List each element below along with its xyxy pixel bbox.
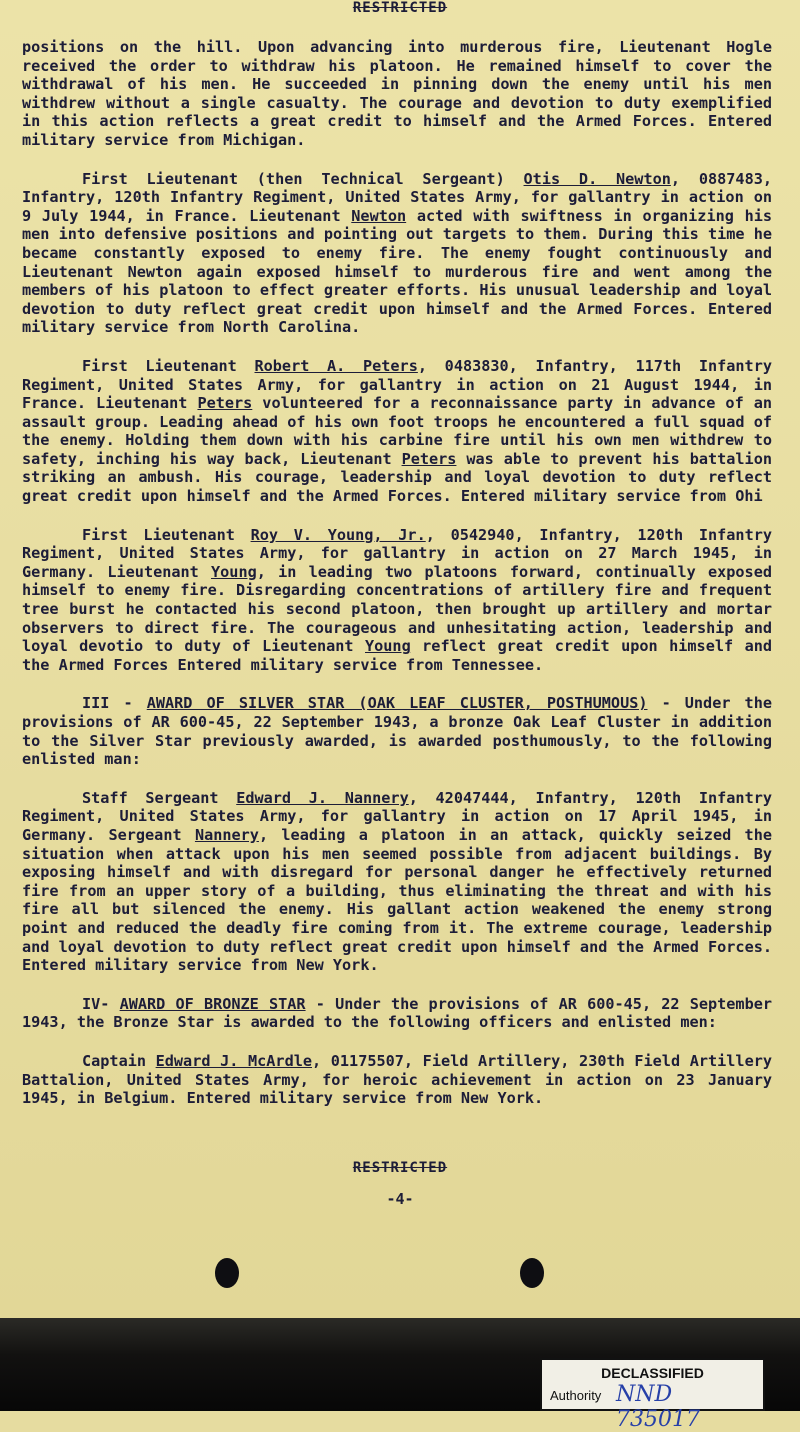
punch-hole-icon [520,1258,544,1288]
text-span: , 0483830, Infantry, 117th Infantry Regiment, United States Army, for gallantry in action on 21 August 1944, in France. Lieutenant [22,356,772,413]
paragraph-newton [22,170,772,337]
text-span: IV- [82,994,120,1013]
recipient-ref: Nannery [194,825,259,844]
authority-value: NND 735017 [616,1382,700,1432]
text-span: - Under the provisions of AR 600-45, 22 September 1943, a bronze Oak Leaf Cluster in addition to the Silver Star previously awarded, is awarded posthumously, to the following enlisted man: [22,694,772,769]
text-span: First Lieutenant (then Technical Sergeant) [82,169,524,188]
text-span: - Under the provisions of AR 600-45, 22 September 1943, the Bronze Star is awarded to the following officers and enlisted men: [22,994,773,1032]
text-span: , in leading two platoons forward, continually exposed himself to enemy fire. Disregarding concentrations of artillery fire and frequent tree burst he contacted his second platoon, then brought up artillery and mortar observers to direct fire. The courageous and unhesitating action, leadership and loyal devotio to duty of Lieutenant [22,562,772,656]
text-span: , leading a platoon in an attack, quickly seized the situation when attack upon his men seemed possible from adjacent buildings. By exposing himself and with disregard for personal danger he effectively returned fire from an upper story of a building, thus eliminating the threat and with his fire all but silenced the enemy. His gallant action weakened the enemy strong point and reduced the deadly fire coming from it. The extreme courage, leadership and loyal devotion to duty reflect great credit upon himself and the Armed Forces. Entered military service from New York. [22,825,772,975]
recipient-ref: Young [365,637,411,656]
declassified-stamp [540,1358,765,1432]
text-span: , 0887483, Infantry, 120th Infantry Regiment, United States Army, for gallantry in action on 9 July 1944, in France. Lieutenant [22,169,772,225]
classification-header: RESTRICTED [352,0,448,16]
authority-label: Authority [550,1388,602,1403]
punch-hole-icon [215,1258,239,1288]
text-span: was able to prevent his battalion striking an ambush. His courage, leadership and loyal devotion to duty reflect great credit upon himself and the Armed Forces. Entered military service from Ohi [22,449,772,506]
section-title: AWARD OF SILVER STAR (OAK LEAF CLUSTER, POSTHUMOUS) [146,694,648,713]
page-number: -4- [386,1190,414,1208]
text-span: volunteered for a reconnaissance party in advance of an assault group. Leading ahead of his own foot troops he encountered a full squad of the enemy. Holding them down with his carbine fire until his own men withdrew to safety, inching his way back, Lieutenant [22,394,773,468]
paragraph-young [22,526,772,675]
classification-footer: RESTRICTED [352,1160,448,1176]
recipient-ref: Newton [351,206,407,225]
declassified-title: DECLASSIFIED [601,1365,704,1381]
text-span: Staff Sergeant [82,788,237,807]
paragraph-hogle: positions on the hill. Upon advancing into murderous fire, Lieutenant Hogle received the order to withdraw his platoon. He remained himself to cover the withdrawal of his men. He succeeded in pinning down the enemy until his men withdrew without a single casualty. The courage and devotion to duty exemplified in this action reflects a great credit to himself and the Armed Forces. Entered military service from Michigan. [22,38,772,149]
paragraph-nannery [22,789,772,975]
text-span: acted with swiftness in organizing his men into defensive positions and pointing out targets to them. During this time he became constantly exposed to enemy fire. The enemy fought continuously and Lieutenant Newton again exposed himself to murderous fire and went among the members of his platoon to effect greater efforts. His unusual leadership and loyal devotion to duty reflect great credit upon himself and the Armed Forces. Entered military service from North Carolina. [22,206,773,337]
recipient-name: Roy V. Young, Jr. [250,525,426,544]
paragraph-mcardle [22,1052,772,1108]
text-span: reflect great credit upon himself and the Armed Forces Entered military service from Tennessee. [22,637,772,674]
text-span: First Lieutenant [82,356,255,375]
recipient-name: Edward J. McArdle [155,1051,313,1070]
text-span: , 01175507, Field Artillery, 230th Field Artillery Battalion, United States Army, for heroic achievement in action on 23 January 1945, in Belgium. Entered military service from New York. [22,1051,773,1108]
text-span: First Lieutenant [82,525,251,544]
section-iii-heading [22,694,772,768]
recipient-ref: Peters [197,394,253,413]
document-body [22,38,772,1128]
text-span: Captain [82,1051,156,1070]
text-span: , 42047444, Infantry, 120th Infantry Regiment, United States Army, for gallantry in action on 17 April 1945, in Germany. Sergeant [22,788,772,844]
text-span: III - [82,694,147,713]
text-span: , 0542940, Infantry, 120th Infantry Regiment, United States Army, for gallantry in action on 27 March 1945, in Germany. Lieutenant [22,525,772,581]
recipient-name: Robert A. Peters [254,356,418,375]
recipient-name: Otis D. Newton [523,169,671,188]
paragraph-peters [22,357,772,506]
recipient-name: Edward J. Nannery [236,788,409,807]
section-iv-heading [22,995,772,1032]
recipient-ref: Peters [401,449,457,468]
recipient-ref: Young [211,562,257,581]
section-title: AWARD OF BRONZE STAR [119,994,306,1013]
